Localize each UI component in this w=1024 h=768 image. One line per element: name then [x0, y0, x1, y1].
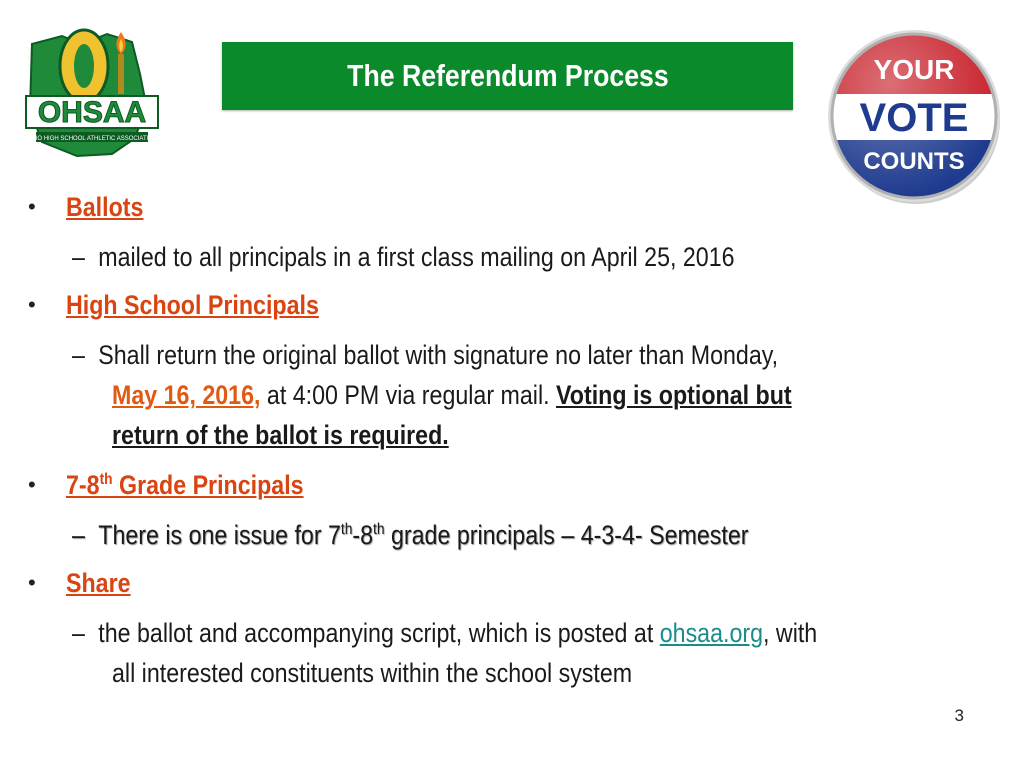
heading-high-school: High School Principals — [66, 290, 319, 320]
ohsaa-link[interactable]: ohsaa.org — [659, 618, 764, 648]
sub-ballots: – mailed to all principals in a first class mailing on April 25, 2016 — [72, 242, 735, 272]
sub-high-school-1: – Shall return the original ballot with signature no later than Monday, — [72, 340, 779, 370]
heading-ballots: Ballots — [66, 192, 144, 222]
svg-text:OHIO HIGH SCHOOL ATHLETIC ASSO: OHIO HIGH SCHOOL ATHLETIC ASSOCIATION — [26, 136, 158, 142]
deadline-date: May 16, 2016, — [112, 380, 261, 410]
vote-counts-badge — [822, 24, 1006, 208]
badge-line2: VOTE — [859, 96, 969, 140]
sub-share-1: – the ballot and accompanying script, which is posted at ohsaa.org, with — [72, 618, 818, 648]
badge-line3: COUNTS — [863, 148, 965, 175]
badge-line1: YOUR — [873, 54, 955, 85]
sub-grade78: – There is one issue for 7th-8th grade principals – 4-3-4- Semester — [72, 520, 749, 550]
heading-share: Share — [66, 568, 131, 598]
sub-high-school-3: return of the ballot is required. — [112, 420, 449, 450]
sub-high-school-2: May 16, 2016, at 4:00 PM via regular mail. Voting is optional but — [112, 380, 792, 410]
title-bar — [222, 42, 793, 110]
sub-share-2: all interested constituents within the school system — [112, 658, 633, 688]
logo-wordmark: OHSAA — [37, 96, 147, 129]
page-title: The Referendum Process — [346, 58, 669, 93]
ballots-text: mailed to all principals in a first class mailing on April 25, 2016 — [98, 242, 735, 272]
heading-grade78: 7-8th Grade Principals — [66, 470, 304, 500]
ohsaa-logo — [22, 14, 162, 164]
page-number: 3 — [954, 706, 964, 725]
